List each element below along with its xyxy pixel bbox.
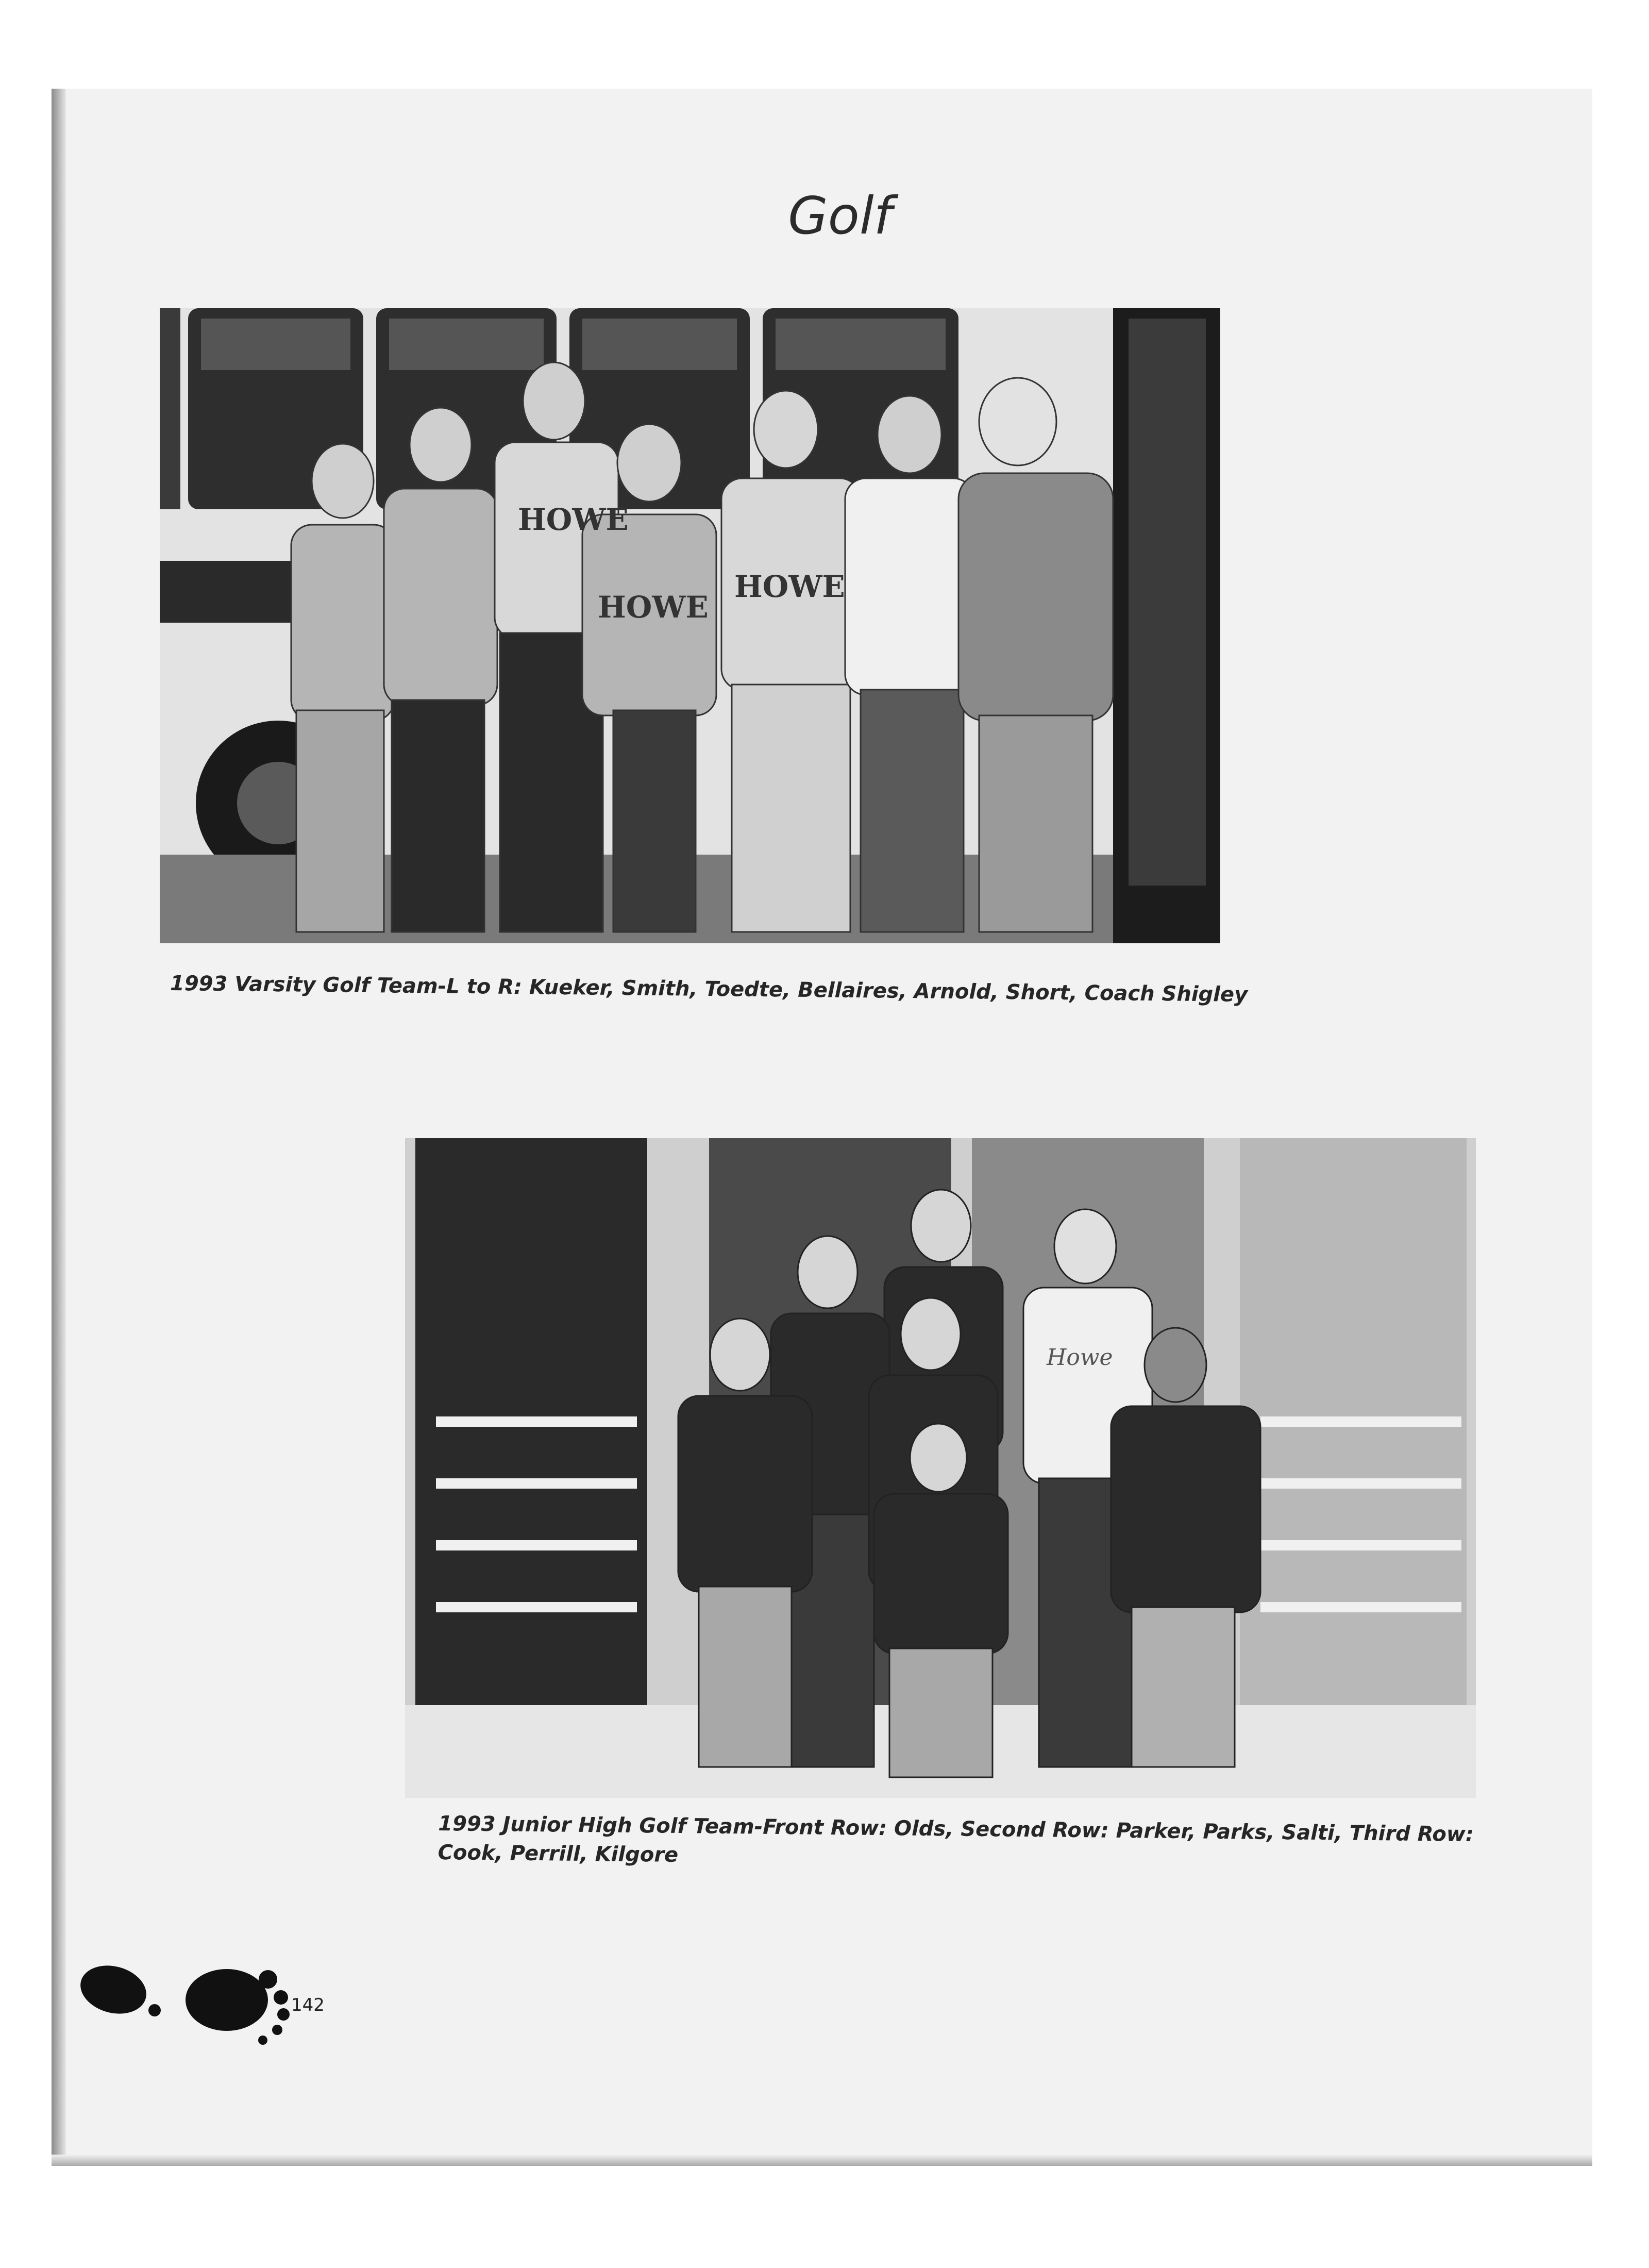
varsity-golf-team-photo	[160, 308, 1220, 943]
footprint-icon	[77, 1948, 314, 2054]
junior-high-golf-team-photo	[405, 1138, 1476, 1798]
page-binding-shadow	[52, 89, 66, 2166]
page-bottom-shadow	[52, 2155, 1592, 2166]
jacket-lettering: HOWE	[518, 502, 629, 537]
varsity-photo-caption: 1993 Varsity Golf Team-L to R: Kueker, Smith, Toedte, Bellaires, Arnold, Short, Coach Shigley	[170, 972, 1248, 1007]
jacket-lettering: HOWE	[598, 590, 709, 625]
sweatshirt-lettering: Howe	[1047, 1344, 1113, 1371]
page-title: Golf	[788, 186, 892, 246]
jacket-lettering: HOWE	[734, 569, 845, 604]
junior-high-photo-caption: 1993 Junior High Golf Team-Front Row: Olds, Second Row: Parker, Parks, Salti, Third Row: Cook, Perrill, Kilgore	[438, 1812, 1474, 1867]
page-number: 142	[291, 1995, 325, 2015]
